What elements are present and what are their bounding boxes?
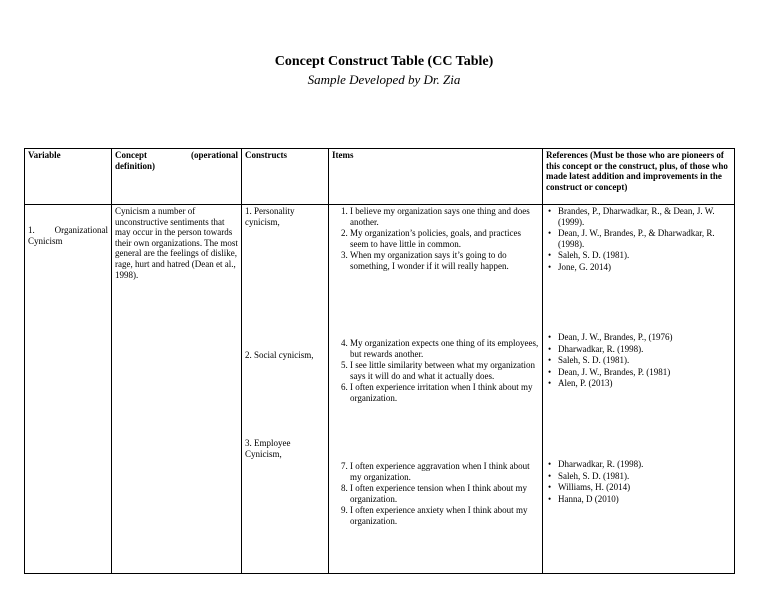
references-cell bbox=[543, 205, 735, 574]
reference-item: • Dean, J. W., Brandes, P., (1976) bbox=[558, 332, 731, 343]
variable-number: 1. bbox=[28, 225, 35, 235]
reference-item: • Dean, J. W., Brandes, P. (1981) bbox=[558, 367, 731, 378]
items-list-1 bbox=[332, 206, 539, 273]
items-cell bbox=[329, 205, 543, 574]
reference-item: • Saleh, S. D. (1981). bbox=[558, 471, 731, 482]
concept-definition: Cynicism a number of unconstructive sentiments that may occur in the person towards their own organizations. The most general are the feelings of dislike, rage, hurt and hatred (Dean et al., 1998). bbox=[115, 206, 238, 280]
header-concept-paren: (operational bbox=[191, 150, 238, 160]
variable-name-line2: Cynicism bbox=[28, 235, 63, 246]
construct-2: 2. Social cynicism, bbox=[245, 350, 314, 360]
item-3: 3. When my organization says it’s going to do something, I wonder if it will really happen. bbox=[350, 250, 539, 271]
items-list-3 bbox=[332, 461, 539, 528]
item-8: 8. I often experience tension when I think about my organization. bbox=[350, 483, 539, 504]
references-list-3 bbox=[546, 459, 731, 505]
reference-item: • Saleh, S. D. (1981). bbox=[558, 355, 731, 366]
item-6: 6. I often experience irritation when I think about my organization. bbox=[350, 382, 539, 403]
item-1: 1. I believe my organization says one thing and does another. bbox=[350, 206, 539, 227]
header-constructs: Constructs bbox=[242, 149, 329, 205]
header-concept-line2: definition) bbox=[115, 160, 156, 171]
references-list-2 bbox=[546, 332, 731, 390]
reference-item: • Dharwadkar, R. (1998). bbox=[558, 459, 731, 470]
reference-item: • Saleh, S. D. (1981). bbox=[558, 250, 731, 261]
body-row bbox=[25, 205, 735, 574]
item-2: 2. My organization’s policies, goals, and practices seem to have little in common. bbox=[350, 228, 539, 249]
items-list-2 bbox=[332, 338, 539, 405]
reference-item: • Dharwadkar, R. (1998). bbox=[558, 344, 731, 355]
document-title: Concept Construct Table (CC Table) bbox=[274, 54, 494, 69]
construct-3: 3. Employee Cynicism, bbox=[245, 438, 291, 459]
item-9: 9. I often experience anxiety when I think about my organization. bbox=[350, 505, 539, 526]
constructs-cell bbox=[242, 205, 329, 574]
header-references: References (Must be those who are pioneers of this concept or the construct, plus, of those who made latest addition and improvements in the construct or concept) bbox=[543, 149, 735, 205]
variable-cell bbox=[25, 205, 112, 574]
item-4: 4. My organization expects one thing of its employees, but rewards another. bbox=[350, 338, 539, 359]
construct-1: 1. Personality cynicism, bbox=[245, 206, 295, 227]
header-row bbox=[25, 149, 735, 205]
reference-item: • Williams, H. (2014) bbox=[558, 482, 731, 493]
header-variable: Variable bbox=[25, 149, 112, 205]
concept-cell bbox=[112, 205, 242, 574]
reference-item: • Jone, G. 2014) bbox=[558, 262, 731, 273]
header-concept bbox=[112, 149, 242, 205]
cc-table bbox=[24, 148, 735, 574]
reference-item: • Hanna, D (2010) bbox=[558, 494, 731, 505]
item-7: 7. I often experience aggravation when I think about my organization. bbox=[350, 461, 539, 482]
document-subtitle: Sample Developed by Dr. Zia bbox=[307, 72, 461, 87]
header-concept-label: Concept bbox=[115, 150, 147, 160]
reference-item: • Alen, P. (2013) bbox=[558, 378, 731, 389]
variable-name-line1: Organizational bbox=[54, 225, 108, 235]
item-5: 5. I see little similarity between what my organization says it will do and what it actually does. bbox=[350, 360, 539, 381]
references-list-1 bbox=[546, 206, 731, 274]
reference-item: • Brandes, P., Dharwadkar, R., & Dean, J. W. (1999). bbox=[558, 206, 731, 227]
reference-item: • Dean, J. W., Brandes, P., & Dharwadkar, R. (1998). bbox=[558, 228, 731, 249]
header-items: Items bbox=[329, 149, 543, 205]
